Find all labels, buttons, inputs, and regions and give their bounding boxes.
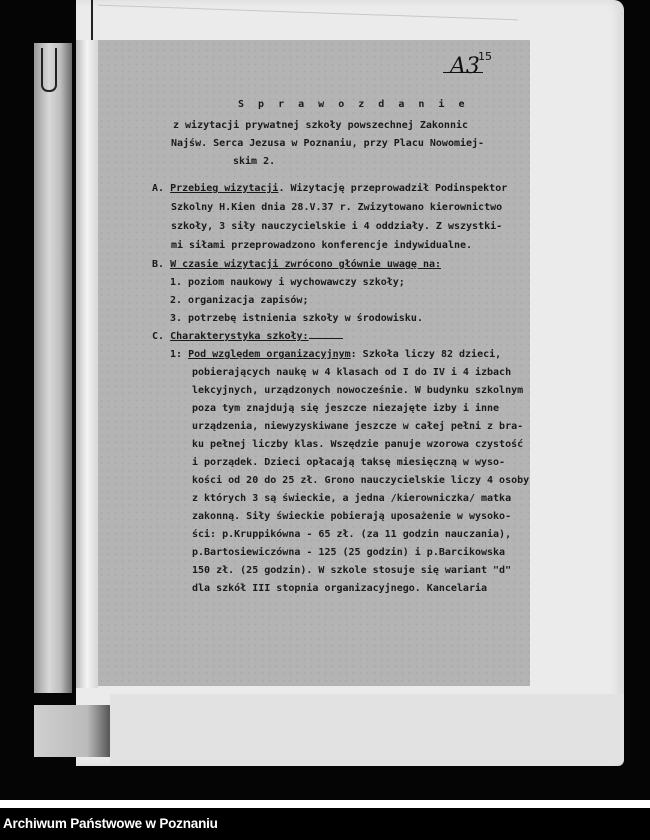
section-text: : Szkoła liczy 82 dzieci,: [350, 349, 502, 360]
subsection-heading: Pod względem organizacyjnym: [188, 349, 351, 360]
document-text: [98, 40, 530, 686]
underlying-page-bottom: [110, 694, 624, 764]
section-letter: C.: [152, 331, 165, 342]
section-text: urządzenia, niewyzyskiwane jeszcze w całej pełni z bra-: [192, 421, 524, 432]
section-text: pobierających naukę w 4 klasach od I do IV i 4 izbach: [192, 367, 512, 378]
section-text: zakonną. Siły świeckie pobierają uposażenie w wysoko-: [192, 511, 512, 522]
page-fold: [76, 40, 98, 688]
section-text: kości od 20 do 25 zł. Grono nauczycielskie liczy 4 osoby: [192, 475, 530, 486]
section-text: Szkolny H.Kien dnia 28.V.37 r. Zwizytowano kierownictwo: [171, 202, 503, 213]
list-item: 2. organizacja zapisów;: [170, 295, 309, 306]
section-a-first-line: [152, 183, 507, 194]
section-letter: A.: [152, 183, 165, 194]
section-b-heading-line: [152, 259, 441, 270]
section-heading: W czasie wizytacji zwrócono głównie uwagę na:: [170, 259, 442, 270]
binding-strip-lower: [34, 705, 110, 757]
paperclip-icon: [41, 48, 57, 92]
subtitle-line: skim 2.: [233, 156, 276, 167]
section-text: z których 3 są świeckie, a jedna /kierowniczka/ matka: [192, 493, 512, 504]
document-title: S p r a w o z d a n i e: [238, 99, 469, 110]
archive-reference: A3: [450, 54, 480, 79]
footer: [0, 808, 650, 840]
section-heading: Przebieg wizytacji: [170, 183, 279, 194]
section-c-heading-line: [152, 331, 343, 342]
subtitle-line: Najśw. Serca Jezusa w Poznaniu, przy Placu Nowomiej-: [171, 138, 485, 149]
binding-strip: [34, 43, 72, 693]
section-text: i porządek. Dzieci opłacają taksę miesięczną w wyso-: [192, 457, 506, 468]
section-heading: Charakterystyka szkoły:: [170, 331, 309, 342]
list-item: 3. potrzebę istnienia szkoły w środowisku.: [170, 313, 423, 324]
section-text: mi siłami przeprowadzono konferencje indywidualne.: [171, 240, 473, 251]
list-item: 1. poziom naukowy i wychowawczy szkoły;: [170, 277, 405, 288]
subtitle-line: z wizytacji prywatnej szkoły powszechnej Zakonnic: [173, 120, 469, 131]
section-text: ści: p.Kruppikówna - 65 zł. (za 11 godzin nauczania),: [192, 529, 512, 540]
reference-strike: [443, 72, 483, 74]
binding-line: [91, 0, 93, 42]
section-text: szkoły, 3 siły nauczycielskie i 4 oddziały. Z wszystki-: [171, 221, 503, 232]
subsection-first-line: [170, 349, 501, 360]
separator-band: [0, 800, 650, 808]
section-letter: B.: [152, 259, 165, 270]
section-text: dla szkół III stopnia organizacyjnego. Kancelaria: [192, 583, 488, 594]
section-text: p.Bartosiewiczówna - 125 (25 godzin) i p.Barcikowska: [192, 547, 506, 558]
section-text: . Wizytację przeprowadził Podinspektor: [278, 183, 508, 194]
section-text: poza tym znajdują się jeszcze niezajęte izby i inne: [192, 403, 500, 414]
section-text: 150 zł. (25 godzin). W szkole stosuje się wariant "d": [192, 565, 512, 576]
section-text: ku pełnej liczby klas. Wszędzie panuje wzorowa czystość: [192, 439, 524, 450]
page-number: 15: [478, 50, 492, 63]
section-text: lekcyjnych, urządzonych nowocześnie. W budynku szkolnym: [192, 385, 524, 396]
item-number: 1:: [170, 349, 183, 360]
archive-name: Archiwum Państwowe w Poznaniu: [3, 816, 218, 831]
